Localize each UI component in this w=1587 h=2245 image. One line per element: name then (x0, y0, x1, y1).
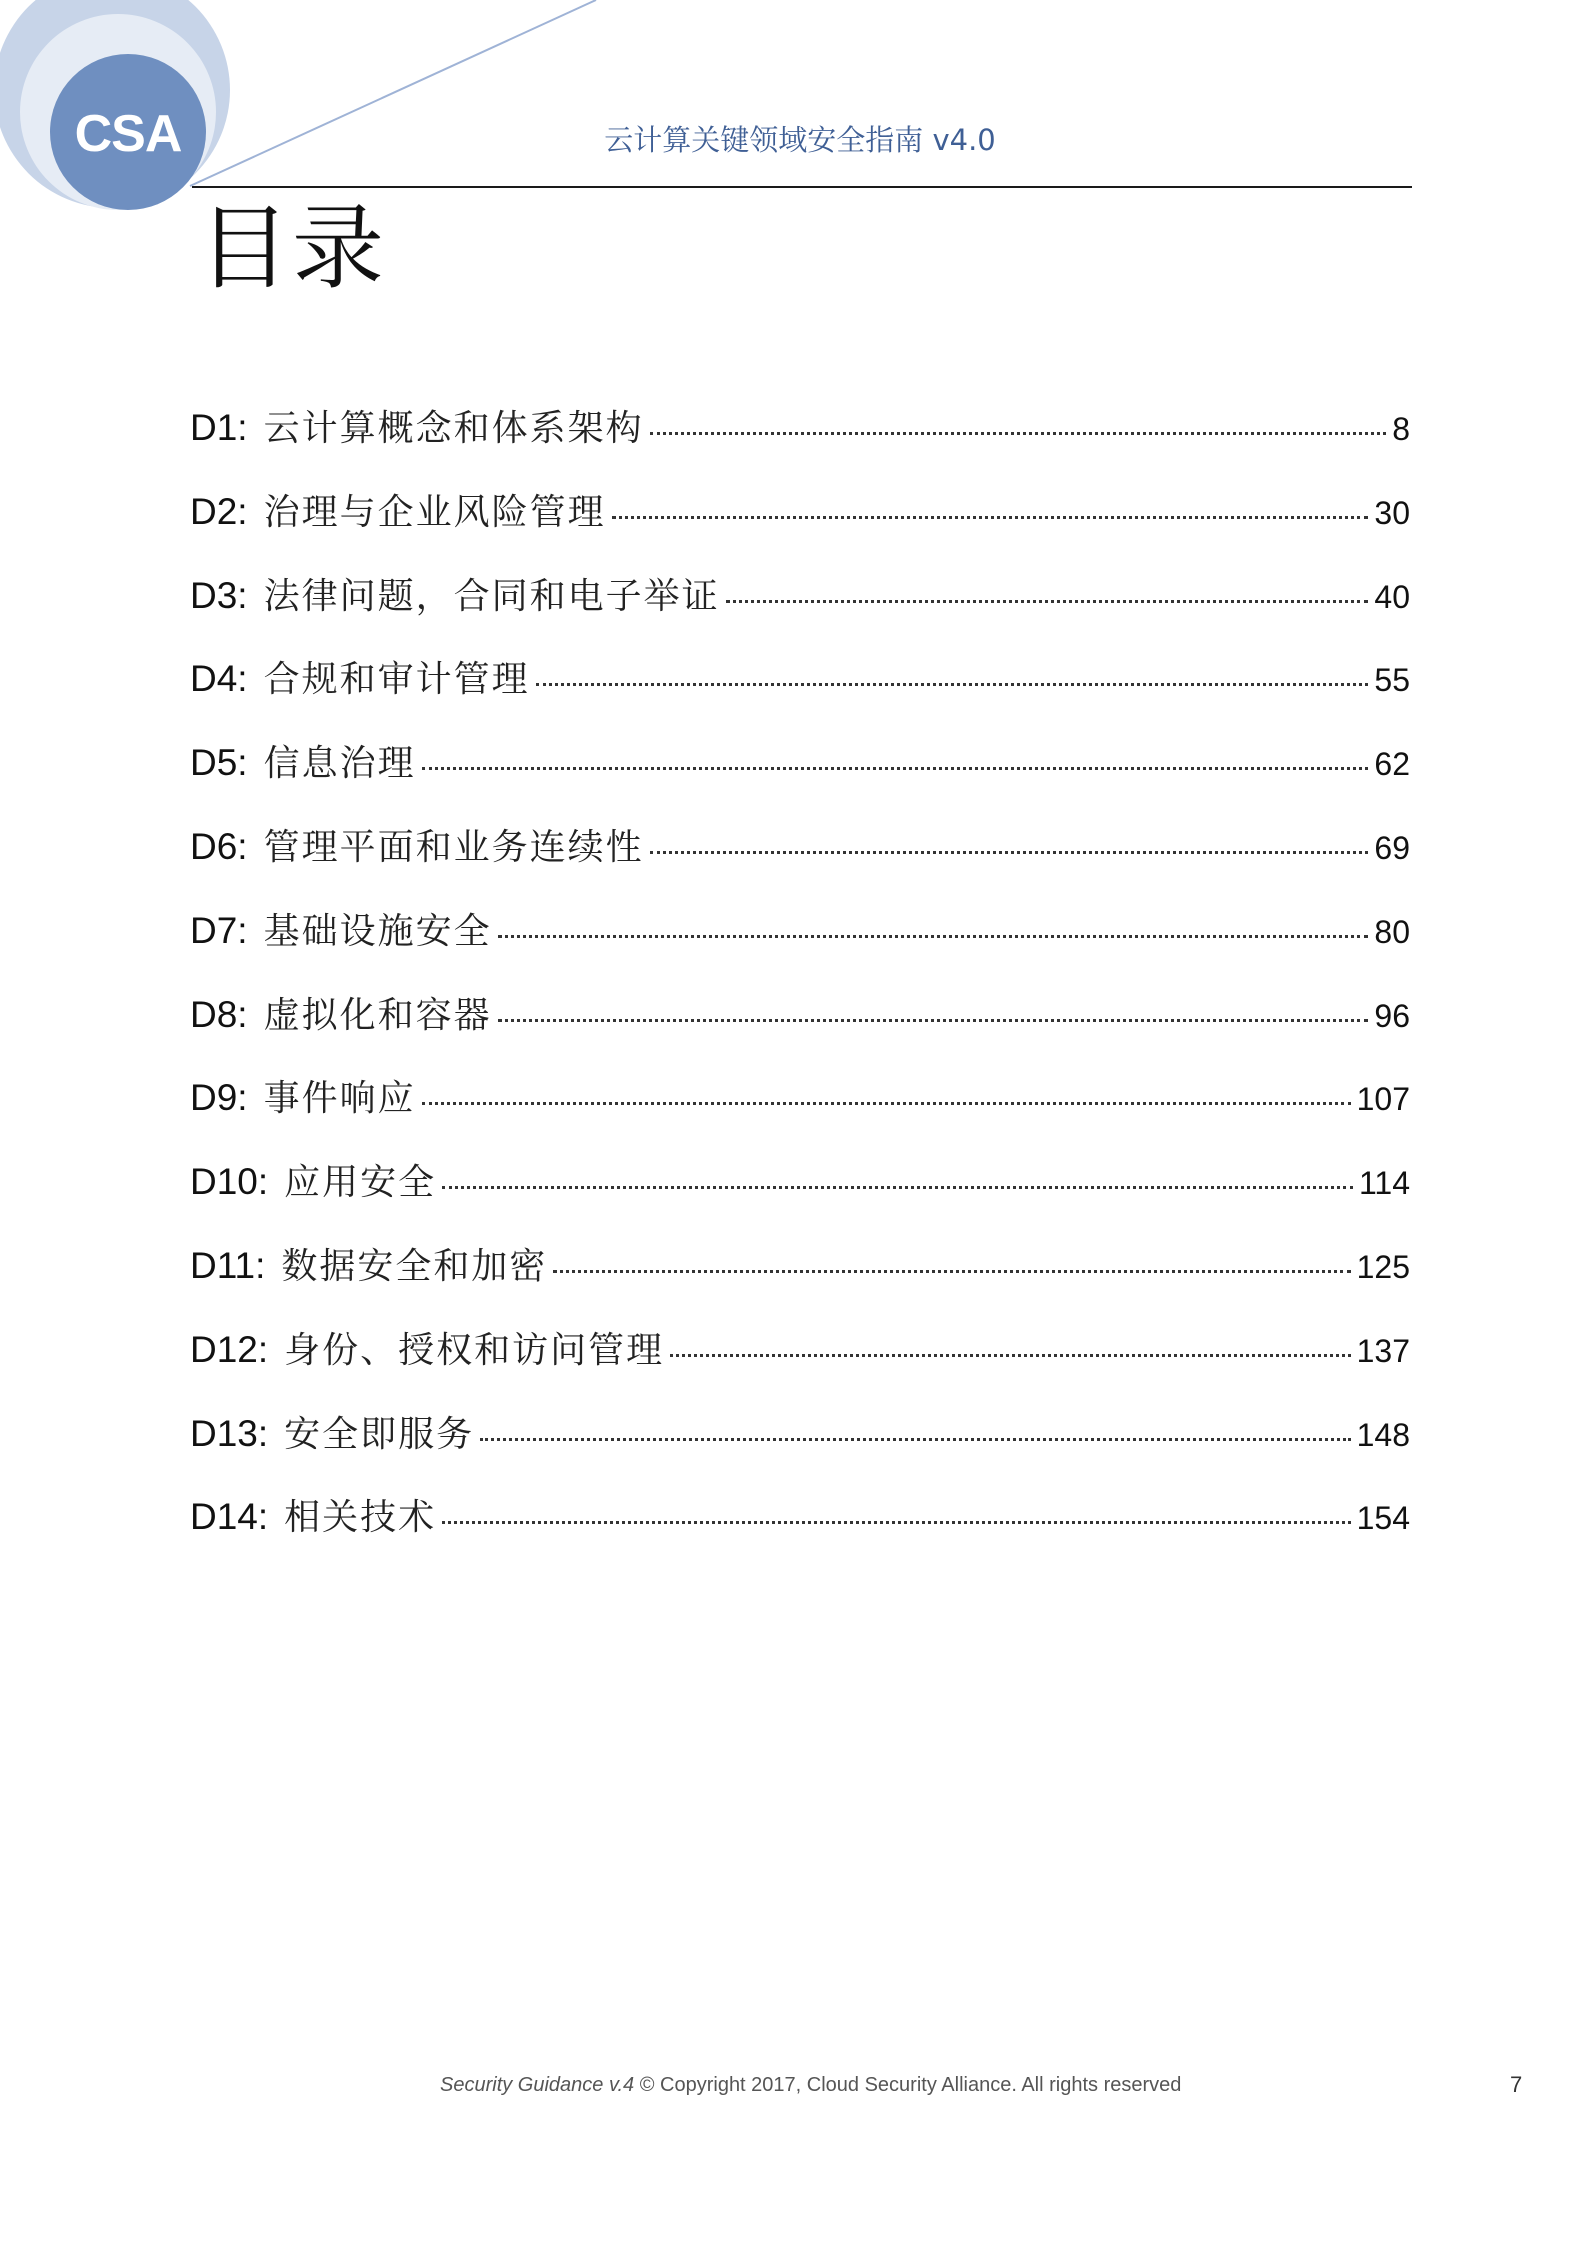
dot-leader (536, 683, 1369, 686)
toc-title: 管理平面和业务连续性 (263, 826, 644, 868)
dot-leader (480, 1438, 1350, 1441)
header-rule (192, 186, 1412, 188)
dot-leader (650, 851, 1369, 854)
toc-title: 法律问题，合同和电子举证 (263, 575, 720, 617)
toc-code: D5: (190, 742, 248, 784)
dot-leader (422, 1102, 1351, 1105)
toc-code: D10: (190, 1161, 269, 1203)
toc-title: 安全即服务 (284, 1413, 475, 1455)
toc-page-number: 40 (1374, 578, 1410, 615)
toc-entry-d7[interactable] (190, 903, 1410, 987)
toc-title: 虚拟化和容器 (263, 994, 492, 1036)
dot-leader (422, 767, 1369, 770)
toc-title: 事件响应 (263, 1078, 416, 1120)
toc-entry-d14[interactable] (190, 1489, 1410, 1573)
toc-entry-d2[interactable] (190, 484, 1410, 568)
toc-code: D2: (190, 490, 248, 532)
footer-doc-title: Security Guidance v.4 (440, 2074, 635, 2096)
toc-page-number: 96 (1374, 997, 1410, 1034)
toc-entry-d5[interactable] (190, 735, 1410, 819)
table-of-contents (190, 400, 1410, 1573)
dot-leader (726, 600, 1369, 603)
toc-code: D9: (190, 1077, 248, 1119)
toc-title: 应用安全 (284, 1162, 437, 1204)
toc-title: 基础设施安全 (263, 910, 492, 952)
running-header-title: 云计算关键领域安全指南 v4.0 (604, 123, 996, 157)
toc-entry-d1[interactable] (190, 400, 1410, 484)
toc-title: 合规和审计管理 (263, 659, 530, 701)
toc-page-number: 55 (1374, 662, 1410, 699)
csa-logo: CSA (74, 105, 182, 163)
toc-title: 相关技术 (284, 1497, 437, 1539)
toc-entry-d6[interactable] (190, 819, 1410, 903)
toc-title: 云计算概念和体系架构 (263, 408, 644, 449)
toc-page-number: 62 (1374, 746, 1410, 783)
dot-leader (612, 516, 1369, 519)
dot-leader (442, 1186, 1353, 1189)
toc-entry-d13[interactable] (190, 1406, 1410, 1490)
toc-entry-d10[interactable] (190, 1154, 1410, 1238)
toc-page-number: 80 (1374, 913, 1410, 950)
toc-page-number: 148 (1356, 1416, 1410, 1453)
toc-entry-d12[interactable] (190, 1322, 1410, 1406)
toc-title: 治理与企业风险管理 (263, 491, 606, 533)
dot-leader (442, 1521, 1350, 1524)
toc-code: D3: (190, 574, 248, 616)
footer-copyright: © Copyright 2017, Cloud Security Alliance. All rights reserved (634, 2074, 1182, 2096)
toc-page-number: 125 (1356, 1248, 1410, 1285)
toc-page-number: 69 (1374, 829, 1410, 866)
dot-leader (498, 935, 1369, 938)
toc-code: D12: (190, 1328, 269, 1370)
toc-page-number: 8 (1392, 411, 1410, 447)
toc-page-number: 154 (1356, 1500, 1410, 1537)
toc-code: D14: (190, 1496, 269, 1538)
toc-title: 数据安全和加密 (281, 1245, 548, 1287)
toc-page-number: 114 (1358, 1165, 1410, 1202)
toc-title: 身份、授权和访问管理 (284, 1329, 665, 1371)
toc-entry-d11[interactable] (190, 1238, 1410, 1322)
toc-code: D7: (190, 909, 248, 951)
toc-code: D1: (190, 407, 248, 448)
page-number: 7 (1510, 2072, 1523, 2097)
toc-entry-d8[interactable] (190, 987, 1410, 1071)
toc-code: D11: (190, 1244, 266, 1286)
toc-code: D4: (190, 658, 248, 700)
toc-page-number: 107 (1356, 1081, 1410, 1118)
toc-entry-d3[interactable] (190, 568, 1410, 652)
page-title: 目录 (198, 195, 387, 302)
toc-entry-d4[interactable] (190, 651, 1410, 735)
copyright-footer (440, 2074, 1240, 2097)
toc-page-number: 30 (1374, 494, 1410, 531)
dot-leader (650, 432, 1387, 435)
dot-leader (553, 1270, 1350, 1273)
toc-page-number: 137 (1356, 1332, 1410, 1369)
toc-code: D8: (190, 993, 248, 1035)
dot-leader (498, 1019, 1369, 1022)
toc-entry-d9[interactable] (190, 1070, 1410, 1154)
dot-leader (670, 1354, 1350, 1357)
toc-title: 信息治理 (263, 743, 416, 785)
toc-code: D6: (190, 825, 248, 867)
toc-code: D13: (190, 1412, 269, 1454)
